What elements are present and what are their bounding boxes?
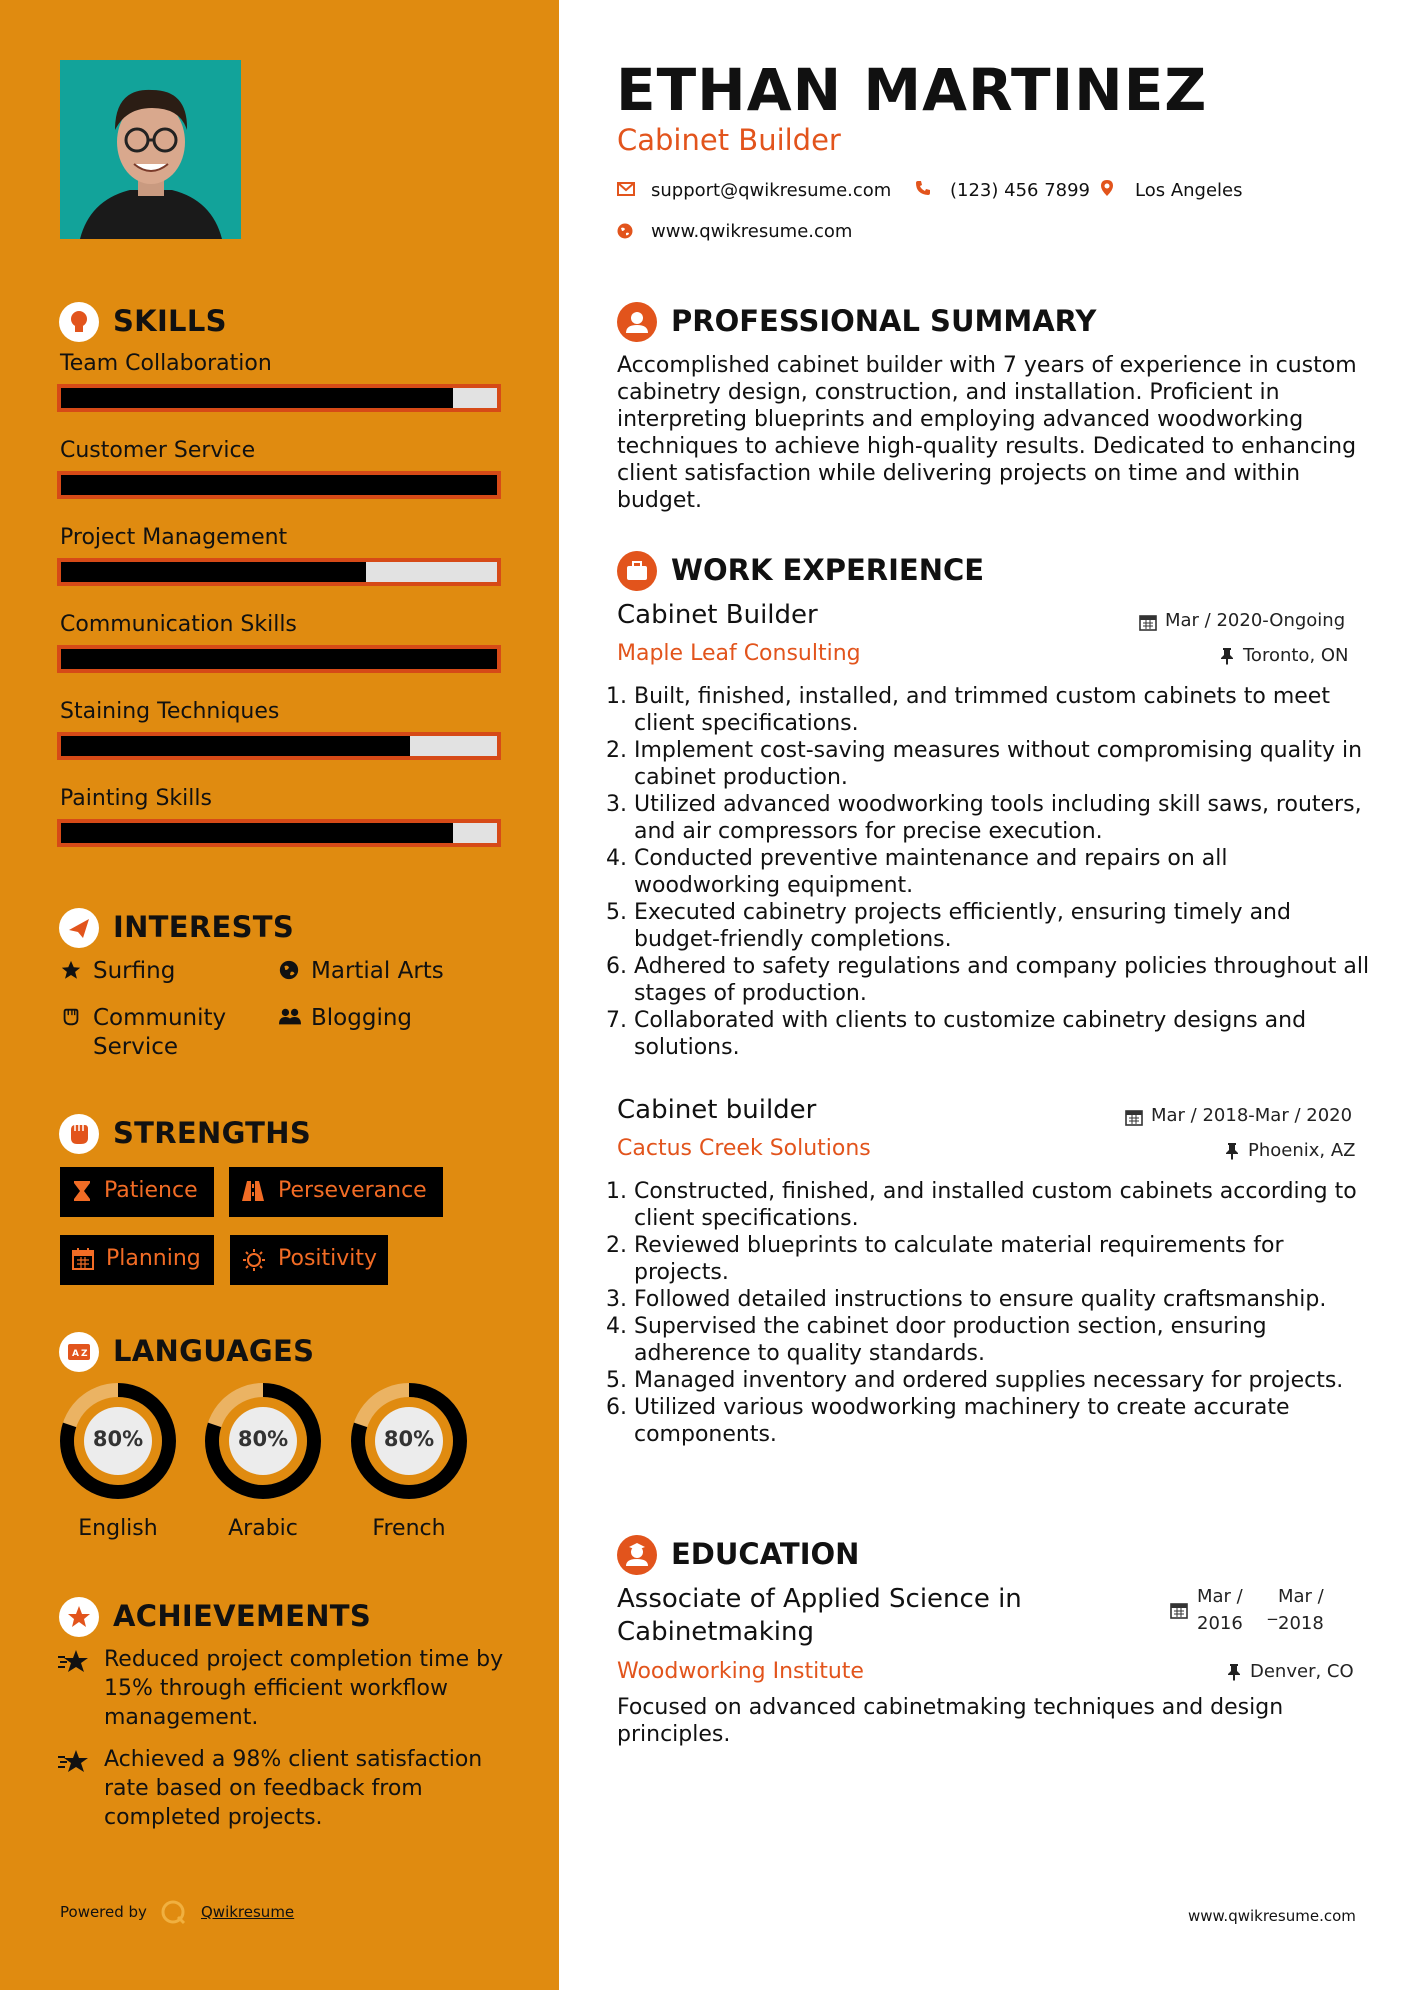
- job-bullet: 2. Implement cost-saving measures without compromising quality in cabinet production.: [634, 737, 1379, 791]
- pin-icon: [1225, 1142, 1239, 1164]
- language-ring: [58, 1381, 178, 1501]
- strength-label: Positivity: [278, 1246, 378, 1271]
- edu-end-line-1: Mar /: [1278, 1586, 1324, 1607]
- job-company: Maple Leaf Consulting: [617, 641, 861, 666]
- interest-label: Martial Arts: [311, 958, 444, 984]
- job-bullets: [612, 1178, 1379, 1448]
- skill-label: Team Collaboration: [60, 351, 272, 376]
- skill-bar: [57, 819, 501, 847]
- hand-icon: [60, 1006, 82, 1035]
- edu-start-line-2: 2016: [1197, 1613, 1243, 1634]
- location-text: Los Angeles: [1135, 180, 1243, 201]
- skill-label: Communication Skills: [60, 612, 297, 637]
- phone-icon: [915, 180, 931, 200]
- language-ring: [349, 1381, 469, 1501]
- interest-item: [60, 1004, 260, 1064]
- skill-bar: [57, 384, 501, 412]
- calendar-icon: [1170, 1601, 1188, 1623]
- skill-label: Staining Techniques: [60, 699, 280, 724]
- skill-bar-fill: [61, 649, 497, 669]
- globe-icon: [278, 959, 300, 988]
- profile-photo: [60, 60, 241, 239]
- strength-label: Perseverance: [278, 1178, 427, 1203]
- strength-tag: [229, 1167, 443, 1217]
- strength-tag: [230, 1235, 388, 1285]
- candidate-name: ETHAN MARTINEZ: [616, 56, 1208, 124]
- phone-number: (123) 456 7899: [950, 180, 1091, 201]
- skill-bar-fill: [61, 475, 497, 495]
- strength-label: Planning: [106, 1246, 201, 1271]
- job-bullet: 5. Managed inventory and ordered supplies necessary for projects.: [634, 1367, 1379, 1394]
- achievement-text: Reduced project completion time by 15% through efficient workflow management.: [104, 1647, 504, 1730]
- interests-heading: INTERESTS: [113, 910, 295, 944]
- skill-bar: [57, 732, 501, 760]
- job-dates: Mar / 2018-Mar / 2020: [1151, 1105, 1353, 1126]
- website-link[interactable]: www.qwikresume.com: [651, 221, 853, 242]
- interest-item: [278, 957, 498, 987]
- edu-location: Denver, CO: [1250, 1661, 1354, 1682]
- edu-date-separator: _: [1268, 1600, 1277, 1621]
- interest-item: [60, 957, 260, 987]
- job-bullet: 6. Adhered to safety regulations and company policies throughout all stages of production.: [634, 953, 1379, 1007]
- job-bullet: 4. Conducted preventive maintenance and repairs on all woodworking equipment.: [634, 845, 1379, 899]
- language-ring: [203, 1381, 323, 1501]
- job-bullet: 7. Collaborated with clients to customize cabinetry designs and solutions.: [634, 1007, 1379, 1061]
- skill-bar: [57, 558, 501, 586]
- job-title: Cabinet builder: [617, 1095, 817, 1125]
- interest-item: [278, 1004, 498, 1034]
- skill-bar-fill: [61, 736, 410, 756]
- hourglass-icon: [72, 1180, 92, 1208]
- job-location: Phoenix, AZ: [1248, 1140, 1356, 1161]
- qwikresume-link[interactable]: Qwikresume: [201, 1903, 295, 1921]
- degree-line-1: Associate of Applied Science in: [617, 1584, 1022, 1614]
- language-name: French: [372, 1516, 446, 1541]
- degree-line-2: Cabinetmaking: [617, 1617, 815, 1647]
- interest-label: Community: [93, 1005, 227, 1031]
- education-heading: EDUCATION: [671, 1537, 860, 1571]
- school-name: Woodworking Institute: [617, 1659, 864, 1684]
- sidebar: [0, 0, 559, 1990]
- job-bullet: 4. Supervised the cabinet door production section, ensuring adherence to quality standards.: [634, 1313, 1379, 1367]
- language-name: English: [78, 1516, 158, 1541]
- achievement-text: Achieved a 98% client satisfaction rate based on feedback from completed projects.: [104, 1747, 483, 1830]
- edu-end-line-2: 2018: [1278, 1613, 1324, 1634]
- pin-icon: [1220, 647, 1234, 669]
- language-percent: 80%: [383, 1427, 435, 1451]
- email-link[interactable]: support@qwikresume.com: [651, 180, 892, 201]
- paper-plane-icon: [59, 908, 99, 948]
- users-icon: [278, 1006, 302, 1035]
- calendar-icon: [1125, 1108, 1143, 1130]
- footer-website[interactable]: www.qwikresume.com: [1188, 1907, 1356, 1925]
- strength-tag: [60, 1167, 214, 1217]
- qwikresume-logo-icon: [160, 1899, 186, 1925]
- skill-bar-fill: [61, 562, 366, 582]
- job-bullet: 3. Utilized advanced woodworking tools including skill saws, routers, and air compressors for precise execution.: [634, 791, 1379, 845]
- sun-icon: [242, 1248, 266, 1278]
- star-icon: [60, 959, 82, 988]
- languages-heading: LANGUAGES: [113, 1334, 315, 1368]
- job-bullet: 3. Followed detailed instructions to ensure quality craftsmanship.: [634, 1286, 1379, 1313]
- calendar-icon: [72, 1248, 94, 1276]
- skill-label: Project Management: [60, 525, 288, 550]
- lightbulb-icon: [59, 302, 99, 342]
- graduate-icon: [617, 1535, 657, 1575]
- briefcase-icon: [617, 551, 657, 591]
- job-bullet: 2. Reviewed blueprints to calculate material requirements for projects.: [634, 1232, 1379, 1286]
- achievement-star-icon: [58, 1648, 92, 1676]
- strengths-heading: STRENGTHS: [113, 1116, 312, 1150]
- edu-description: Focused on advanced cabinetmaking techniques and design principles.: [617, 1695, 1284, 1747]
- svg-text:Z: Z: [81, 1349, 88, 1359]
- skill-bar: [57, 471, 501, 499]
- achievements-heading: ACHIEVEMENTS: [113, 1599, 372, 1633]
- fist-icon: [59, 1114, 99, 1154]
- globe-icon: [617, 223, 633, 243]
- powered-by-label: Powered by: [60, 1903, 147, 1921]
- strength-label: Patience: [104, 1178, 198, 1203]
- summary-text: Accomplished cabinet builder with 7 years of experience in custom cabinetry design, construction, and installation. Proficient in interpreting blueprints and employing advanced woodworking techniques to achieve high-quality results. Dedicated to enhancing client satisfaction while delivering projects on time and within budget.: [617, 353, 1357, 513]
- skill-label: Painting Skills: [60, 786, 212, 811]
- map-pin-icon: [1100, 179, 1114, 201]
- interest-label: Surfing: [93, 958, 176, 984]
- envelope-icon: [617, 181, 635, 200]
- star-badge-icon: [59, 1597, 99, 1637]
- job-bullet: 1. Built, finished, installed, and trimmed custom cabinets to meet client specifications.: [634, 683, 1379, 737]
- job-bullet: 1. Constructed, finished, and installed custom cabinets according to client specifications.: [634, 1178, 1379, 1232]
- job-bullets: [612, 683, 1379, 1061]
- interest-label: Blogging: [311, 1005, 413, 1031]
- interest-label-line2: Service: [93, 1034, 179, 1060]
- achievement-star-icon: [58, 1748, 92, 1776]
- language-icon: [59, 1332, 99, 1372]
- language-percent: 80%: [237, 1427, 289, 1451]
- skill-bar: [57, 645, 501, 673]
- user-icon: [617, 302, 657, 342]
- skill-bar-fill: [61, 388, 453, 408]
- language-name: Arabic: [228, 1516, 298, 1541]
- job-dates: Mar / 2020-Ongoing: [1165, 610, 1346, 631]
- svg-text:A: A: [72, 1349, 79, 1359]
- job-bullet: 5. Executed cabinetry projects efficiently, ensuring timely and budget-friendly completions.: [634, 899, 1379, 953]
- calendar-icon: [1139, 613, 1157, 635]
- skill-label: Customer Service: [60, 438, 256, 463]
- job-location: Toronto, ON: [1243, 645, 1349, 666]
- skill-bar-fill: [61, 823, 453, 843]
- job-title: Cabinet Builder: [617, 600, 818, 630]
- road-icon: [241, 1180, 265, 1208]
- candidate-role: Cabinet Builder: [617, 123, 841, 157]
- edu-start-line-1: Mar /: [1197, 1586, 1243, 1607]
- job-company: Cactus Creek Solutions: [617, 1136, 871, 1161]
- job-bullet: 6. Utilized various woodworking machinery to create accurate components.: [634, 1394, 1379, 1448]
- skills-heading: SKILLS: [113, 304, 227, 338]
- language-percent: 80%: [92, 1427, 144, 1451]
- strength-tag: [60, 1235, 214, 1285]
- experience-heading: WORK EXPERIENCE: [671, 553, 985, 587]
- pin-icon: [1227, 1663, 1241, 1685]
- summary-heading: PROFESSIONAL SUMMARY: [671, 304, 1097, 338]
